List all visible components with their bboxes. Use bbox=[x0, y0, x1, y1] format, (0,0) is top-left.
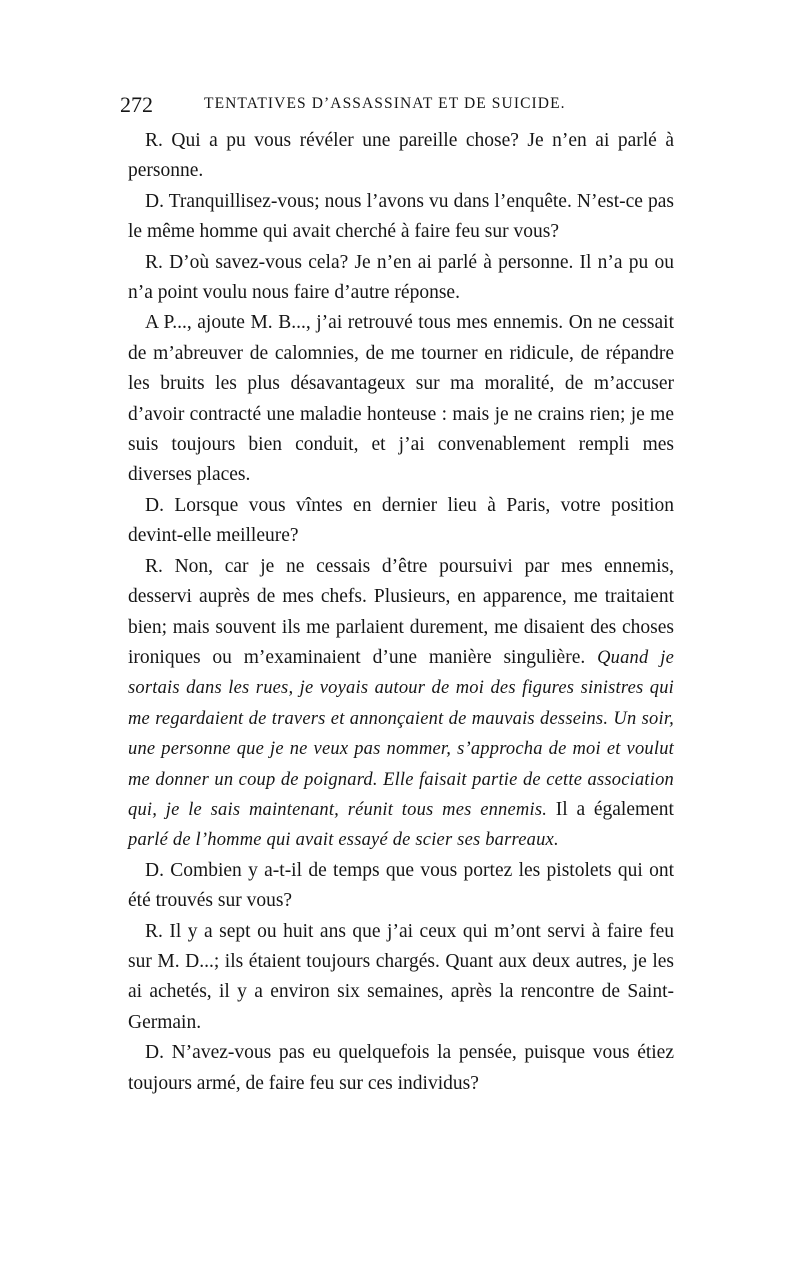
paragraph: R. Il y a sept ou huit ans que j’ai ceux qui m’ont servi à faire feu sur M. D...; ils étaient toujours chargés. Quant aux deux autres, je les ai achetés, il y a environ six semaines, après la rencontre de Saint-Germain. bbox=[128, 920, 674, 1033]
page-number: 272 bbox=[120, 92, 153, 117]
paragraph: D. Tranquillisez-vous; nous l’avons vu dans l’enquête. N’est-ce pas le même homme qui avait cherché à faire feu sur vous? bbox=[128, 190, 674, 243]
paragraph: D. Combien y a-t-il de temps que vous portez les pistolets qui ont été trouvés sur vous? bbox=[128, 859, 674, 912]
paragraph-roman-tail: Il a également bbox=[547, 798, 674, 820]
running-title: TENTATIVES D’ASSASSINAT ET DE SUICIDE. bbox=[204, 95, 566, 112]
paragraph-with-italic bbox=[128, 552, 674, 856]
page-header bbox=[120, 92, 680, 122]
paragraph: R. D’où savez-vous cela? Je n’en ai parlé à personne. Il n’a pu ou n’a point voulu nous faire d’autre réponse. bbox=[128, 251, 674, 304]
italic-passage-end: parlé de l’homme qui avait essayé de scier ses barreaux. bbox=[128, 830, 559, 851]
paragraph: D. Lorsque vous vîntes en dernier lieu à Paris, votre position devint-elle meilleure? bbox=[128, 494, 674, 547]
italic-passage: Quand je sortais dans les rues, je voyais autour de moi des figures sinistres qui me regardaient de travers et annonçaient de mauvais desseins. Un soir, une personne que je ne veux pas nommer, s’approcha de moi et voulut me donner un coup de poignard. Elle faisait partie de cette association qui, je le sais maintenant, réunit tous mes ennemis. bbox=[128, 647, 674, 820]
paragraph: R. Qui a pu vous révéler une pareille chose? Je n’en ai parlé à personne. bbox=[128, 130, 674, 182]
paragraph: D. N’avez-vous pas eu quelquefois la pensée, puisque vous étiez toujours armé, de faire feu sur ces individus? bbox=[128, 1042, 674, 1094]
paragraph-roman-part: R. Non, car je ne cessais d’être poursuivi par mes ennemis, desservi auprès de mes chefs. Plusieurs, en apparence, me traitaient bien; mais souvent ils me parlaient durement, me disaient des choses ironiques ou m’examinaient d’une manière singulière. bbox=[128, 555, 674, 668]
paragraph: A P..., ajoute M. B..., j’ai retrouvé tous mes ennemis. On ne cessait de m’abreuver de calomnies, de me tourner en ridicule, de répandre les bruits les plus désavantageux sur ma moralité, de m’accuser d’avoir contracté une maladie honteuse : mais je ne crains rien; je me suis toujours bien conduit, et j’ai convenablement rempli mes diverses places. bbox=[128, 312, 674, 486]
body-text bbox=[128, 126, 674, 1099]
